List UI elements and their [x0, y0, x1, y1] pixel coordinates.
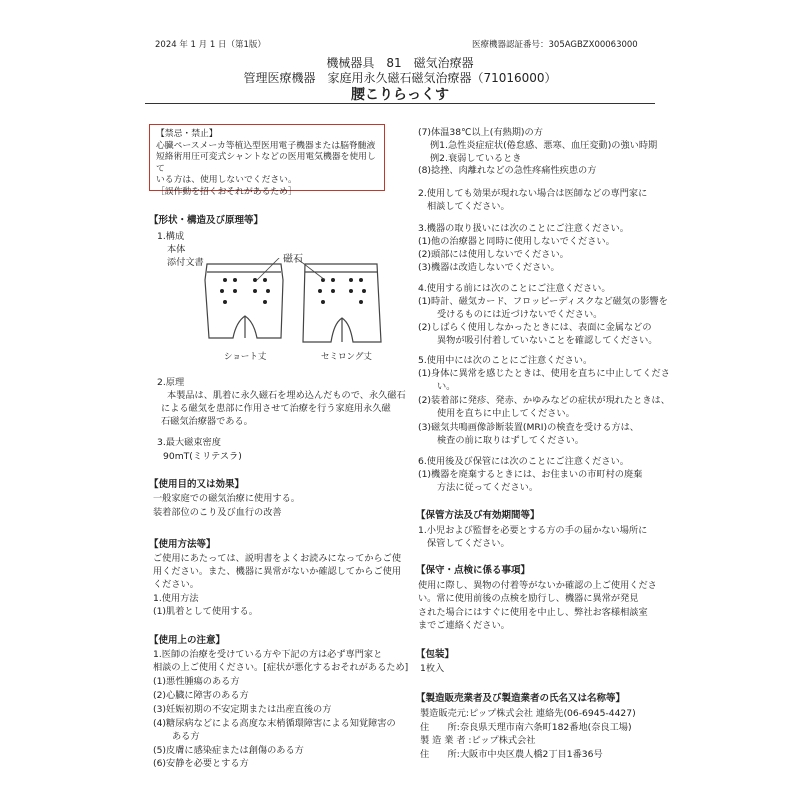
caution-line: (5)皮膚に感染症または創傷のある方: [153, 745, 304, 756]
caution-line: (3)機器は改造しないでください。: [418, 262, 560, 273]
section-heading-usage: 【使用方法等】: [149, 539, 216, 550]
section-heading-caution: 【使用上の注意】: [149, 635, 226, 646]
contraindication-line: ［誤作動を招くおそれがあるため］: [156, 186, 297, 197]
caution-line: 4.使用する前には次のことにご注意ください。: [418, 283, 611, 294]
composition-item: 添付文書: [167, 257, 204, 268]
caution-line: (2)頭部には使用しないでください。: [418, 249, 569, 260]
usage-line: ください。: [153, 579, 199, 590]
section-heading-purpose: 【使用目的又は効果】: [149, 479, 245, 490]
caution-line: 異物が吸引付着していないことを確認してください。: [437, 335, 658, 346]
caution-line: (3)磁気共鳴画像診断装置(MRI)の検査を受ける方は、: [418, 422, 639, 433]
package-line: 1枚入: [420, 663, 445, 674]
caution-line: (1)時計、磁気カード、フロッピーディスクなど磁気の影響を: [418, 296, 668, 307]
issue-date: 2024 年 1 月 1 日（第1版）: [155, 40, 266, 50]
caution-line: (1)悪性腫瘍のある方: [153, 676, 240, 687]
contraindication-heading: 【禁忌・禁止】: [156, 129, 218, 139]
caution-line: 使用を直ちに中止してください。: [437, 408, 575, 419]
composition-item: 本体: [167, 244, 186, 255]
purpose-line: 一般家庭での磁気治療に使用する。: [153, 493, 300, 504]
flux-title: 3.最大磁束密度: [157, 437, 221, 448]
maker-line: 住 所:大阪市中央区農人橋2丁目1番36号: [420, 749, 603, 760]
caution-line: (3)妊娠初期の不安定期または出産直後の方: [153, 704, 332, 715]
caution-line: (1)身体に異常を感じたときは、使用を直ちに中止してくださ: [418, 368, 670, 379]
caution-line: 5.使用中には次のことにご注意ください。: [418, 355, 593, 366]
caution-line: 1.医師の治療を受けている方や下記の方は必ず専門家と: [153, 649, 383, 660]
caution-line: 相談の上ご使用ください。[症状が悪化するおそれがあるため]: [153, 662, 409, 673]
principle-title: 2.原理: [157, 377, 185, 388]
caution-line: (1)他の治療器と同時に使用しないでください。: [418, 236, 615, 247]
purpose-line: 装着部位のこり及び血行の改善: [153, 507, 282, 518]
flux-value: 90mT(ミリテスラ): [163, 451, 242, 462]
caution-line: (2)心臓に障害のある方: [153, 690, 249, 701]
magnet-label: 磁石: [283, 254, 303, 265]
maker-line: 製 造 業 者 :ピップ株式会社: [420, 735, 536, 746]
usage-line: 1.使用方法: [153, 593, 199, 604]
contraindication-line: いる方は、使用しないでください。: [156, 175, 297, 185]
caution-line: 相談してください。: [427, 201, 510, 212]
caution-line: 受けるものには近づけないでください。: [437, 309, 603, 320]
maker-line: 製造販売元:ピップ株式会社 連絡先(06-6945-4427): [420, 708, 636, 719]
maker-line: 住 所:奈良県天理市南六条町182番地(奈良工場): [420, 722, 632, 733]
caution-line: 方法に従ってください。: [437, 482, 539, 493]
short-type-label: ショート丈: [224, 352, 267, 362]
maintenance-line: い。常に使用前後の点検を励行し、機器に異常が発見: [418, 593, 639, 604]
magnet-dots-semi-long: [318, 278, 366, 304]
storage-line: 保管してください。: [427, 538, 510, 549]
maintenance-line: された場合にはすぐに使用を中止し、弊社お客様相談室: [418, 607, 648, 618]
principle-line: 石磁気治療器である。: [161, 416, 253, 427]
principle-line: による磁気を患部に作用させて治療を行う家庭用永久磁: [161, 403, 391, 414]
caution-line: 例1.急性炎症症状(倦怠感、悪寒、血圧変動)の強い時期: [430, 140, 658, 151]
caution-line: 6.使用後及び保管には次のことにご注意ください。: [418, 456, 629, 467]
caution-line: (7)体温38℃以上(有熱期)の方: [418, 127, 543, 138]
usage-line: ご使用にあたっては、説明書をよくお読みになってからご使: [153, 553, 402, 564]
usage-line: (1)肌着として使用する。: [153, 606, 258, 617]
usage-line: 用ください。また、機器に異常がないか確認してからご使用: [153, 566, 402, 577]
caution-line: (8)捻挫、肉離れなどの急性疼痛性疾患の方: [418, 165, 597, 176]
caution-line: (2)装着部に発疹、発赤、かゆみなどの症状が現れたときは、: [418, 395, 670, 406]
maintenance-line: 使用に際し、異物の付着等がないか確認の上ご使用くださ: [418, 580, 657, 591]
certification-number: 医療機器認証番号：305AGBZX00063000: [472, 40, 638, 50]
semi-long-type-label: セミロング丈: [321, 352, 372, 362]
maintenance-line: までご連絡ください。: [418, 620, 510, 631]
section-heading-storage: 【保管方法及び有効期間等】: [416, 510, 540, 521]
section-heading-shape: 【形状・構造及び原理等】: [149, 215, 264, 226]
caution-line: (4)糖尿病などによる高度な末梢循環障害による知覚障害の: [153, 718, 396, 729]
magnet-pointer-line: [257, 258, 283, 280]
caution-line: 3.機器の取り扱いには次のことにご注意ください。: [418, 223, 629, 234]
contraindication-box: [149, 124, 385, 197]
caution-line: 例2.衰弱しているとき: [430, 153, 522, 164]
category-line: 機械器具 81 磁気治療器: [326, 56, 474, 70]
magnet-pointer-line: [291, 258, 325, 280]
magnet-dots-short: [220, 278, 270, 304]
caution-line: (2)しばらく使用しなかったときには、表面に金属などの: [418, 322, 652, 333]
caution-line: (6)安静を必要とする方: [153, 758, 249, 769]
header-divider: [145, 103, 655, 104]
semi-long-type-garment: [303, 264, 381, 342]
classification-line: 管理医療機器 家庭用永久磁石磁気治療器（71016000）: [243, 71, 557, 85]
caution-line: 検査の前に取りはずしてください。: [437, 435, 584, 446]
section-heading-package: 【包装】: [416, 649, 455, 660]
principle-line: 本製品は、肌着に永久磁石を埋め込んだもので、永久磁石: [167, 390, 406, 401]
caution-line: 2.使用しても効果が現れない場合は医師などの専門家に: [418, 188, 648, 199]
underwear-illustration: [195, 258, 385, 348]
section-heading-maker: 【製造販売業者及び製造業者の氏名又は名称等】: [416, 693, 626, 704]
section-heading-maintenance: 【保守・点検に係る事項】: [416, 565, 531, 576]
caution-line: い。: [437, 381, 456, 392]
caution-line: (1)機器を廃棄するときには、お住まいの市町村の廃棄: [418, 469, 643, 480]
contraindication-line: 短絡術用圧可変式シャントなどの医用電気機器を使用して: [156, 152, 376, 174]
short-type-garment: [205, 264, 283, 338]
product-name: 腰こりらっくす: [351, 87, 449, 103]
caution-line: ある方: [172, 731, 200, 742]
storage-line: 1.小児および監督を必要とする方の手の届かない場所に: [418, 525, 648, 536]
composition-title: 1.構成: [157, 231, 185, 242]
contraindication-line: 心臓ペースメーカ等植込型医用電子機器または脳脊髄液: [156, 140, 376, 151]
